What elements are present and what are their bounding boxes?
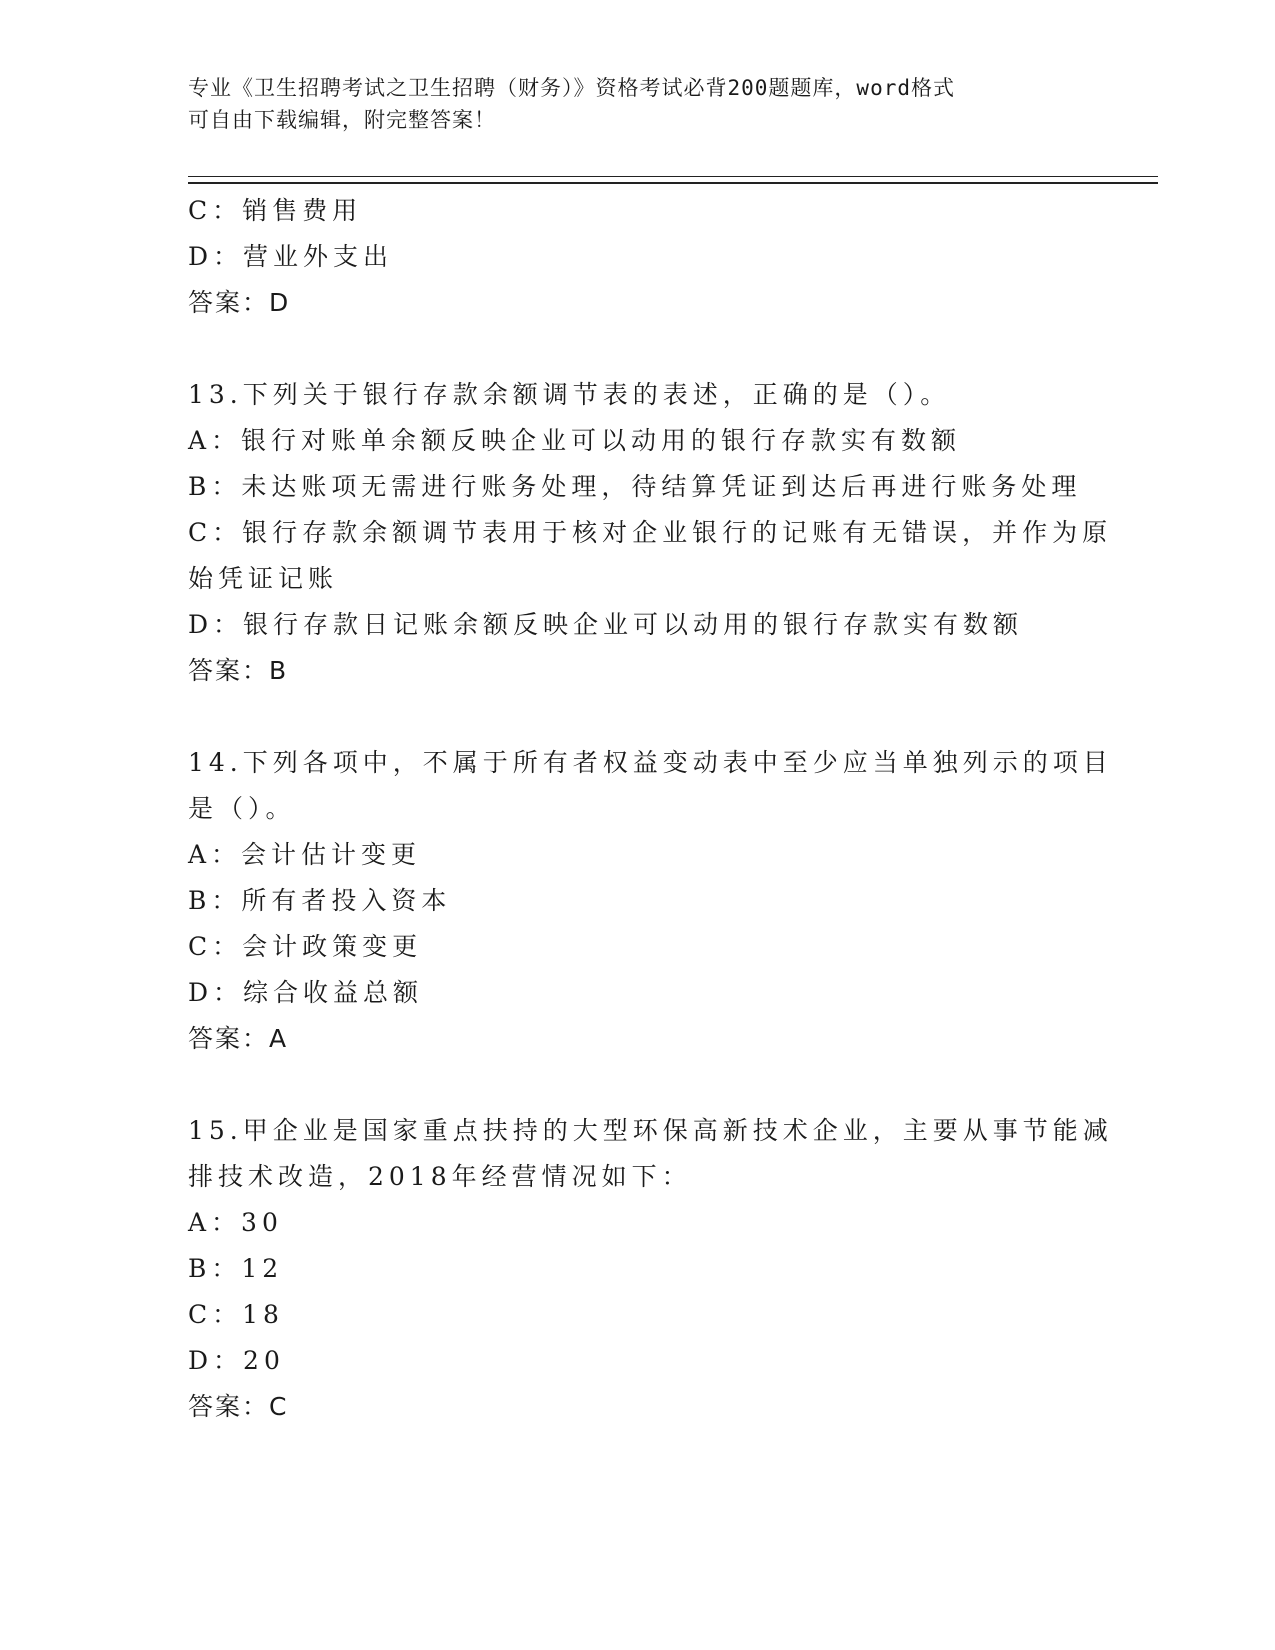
prev-question-tail — [188, 188, 1088, 326]
option-b: B：12 — [188, 1254, 284, 1283]
question-stem: 15.甲企业是国家重点扶持的大型环保高新技术企业，主要从事节能减 — [188, 1116, 1113, 1145]
question-list — [188, 188, 1113, 1430]
question-15 — [188, 1108, 1113, 1430]
answer-line: 答案：B — [188, 656, 289, 685]
option-c: C：银行存款余额调节表用于核对企业银行的记账有无错误，并作为原 — [188, 518, 1113, 547]
option-d: D：20 — [188, 1346, 285, 1375]
spacer — [188, 694, 1088, 740]
option-c: C：销售费用 — [188, 196, 363, 225]
question-stem: 14.下列各项中，不属于所有者权益变动表中至少应当单独列示的项目 — [188, 748, 1113, 777]
question-stem: 13.下列关于银行存款余额调节表的表述，正确的是（）。 — [188, 380, 951, 409]
question-stem-continued: 是（）。 — [188, 794, 296, 823]
spacer — [188, 1062, 1088, 1108]
answer-line: 答案：A — [188, 1024, 289, 1053]
option-d: D：综合收益总额 — [188, 978, 424, 1007]
option-c-continued: 始凭证记账 — [188, 564, 339, 593]
answer-line: 答案：C — [188, 1392, 289, 1421]
option-d: D：银行存款日记账余额反映企业可以动用的银行存款实有数额 — [188, 610, 1024, 639]
option-b: B：所有者投入资本 — [188, 886, 452, 915]
header-line-2: 可自由下载编辑，附完整答案！ — [188, 108, 496, 132]
option-a: A：银行对账单余额反映企业可以动用的银行存款实有数额 — [188, 426, 962, 455]
option-b: B：未达账项无需进行账务处理，待结算凭证到达后再进行账务处理 — [188, 472, 1082, 501]
option-c: C：18 — [188, 1300, 284, 1329]
question-13 — [188, 372, 1113, 694]
option-a: A：会计估计变更 — [188, 840, 422, 869]
spacer — [188, 326, 1088, 372]
question-stem-continued: 排技术改造，2018年经营情况如下： — [188, 1162, 692, 1191]
question-14 — [188, 740, 1113, 1062]
answer-line: 答案：D — [188, 288, 291, 317]
page-header — [188, 72, 1088, 136]
header-divider — [188, 176, 1158, 184]
header-line-1: 专业《卫生招聘考试之卫生招聘（财务）》资格考试必背200题题库，word格式 — [188, 76, 955, 100]
option-c: C：会计政策变更 — [188, 932, 423, 961]
option-a: A：30 — [188, 1208, 283, 1237]
option-d: D：营业外支出 — [188, 242, 394, 271]
